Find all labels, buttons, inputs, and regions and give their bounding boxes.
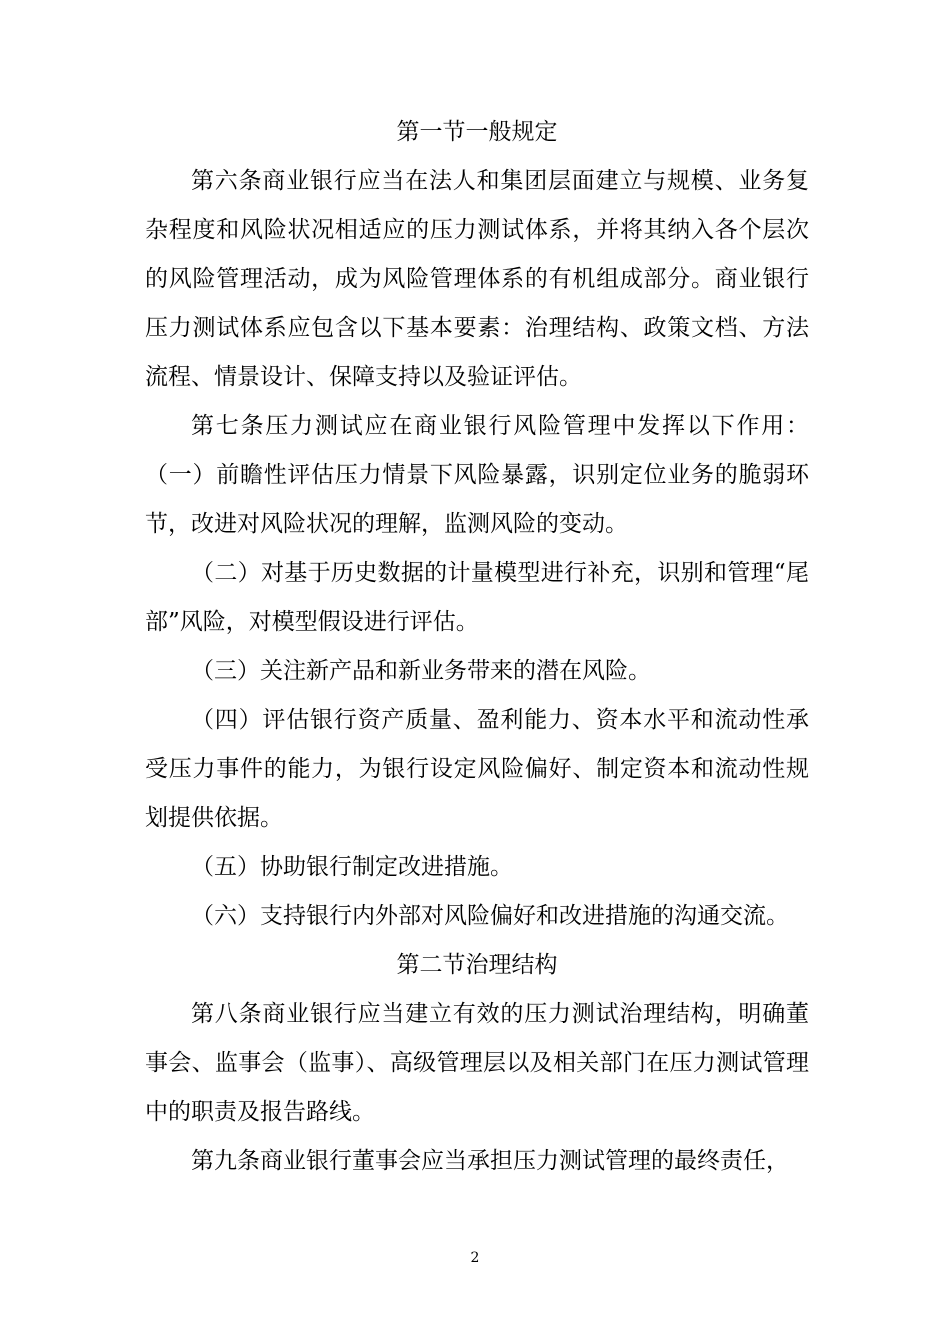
document-body: [145, 108, 809, 1186]
paragraph: 第八条商业银行应当建立有效的压力测试治理结构，明确董事会、监事会（监事）、高级管理层以及相关部门在压力测试管理中的职责及报告路线。: [145, 1001, 809, 1125]
paragraph: （五）协助银行制定改进措施。: [191, 854, 513, 880]
paragraph: 第六条商业银行应当在法人和集团层面建立与规模、业务复杂程度和风险状况相适应的压力测试体系，并将其纳入各个层次的风险管理活动，成为风险管理体系的有机组成部分。商业银行压力测试体系应包含以下基本要素：治理结构、政策文档、方法流程、情景设计、保障支持以及验证评估。: [145, 168, 809, 390]
paragraph: （四）评估银行资产质量、盈利能力、资本水平和流动性承受压力事件的能力，为银行设定风险偏好、制定资本和流动性规划提供依据。: [145, 707, 809, 831]
page-number: 2: [470, 1250, 480, 1266]
paragraph: 第九条商业银行董事会应当承担压力测试管理的最终责任，: [191, 1148, 789, 1174]
paragraph: （三）关注新产品和新业务带来的潜在风险。: [191, 658, 651, 684]
paragraph: （二）对基于历史数据的计量模型进行补充，识别和管理“尾部”风险，对模型假设进行评估。: [145, 560, 809, 635]
paragraph: 第七条压力测试应在商业银行风险管理中发挥以下作用：（一）前瞻性评估压力情景下风险暴露，识别定位业务的脆弱环节，改进对风险状况的理解，监测风险的变动。: [145, 413, 809, 537]
section-heading: 第一节一般规定: [396, 119, 558, 145]
section-heading: 第二节治理结构: [396, 952, 558, 978]
paragraph: （六）支持银行内外部对风险偏好和改进措施的沟通交流。: [191, 903, 789, 929]
